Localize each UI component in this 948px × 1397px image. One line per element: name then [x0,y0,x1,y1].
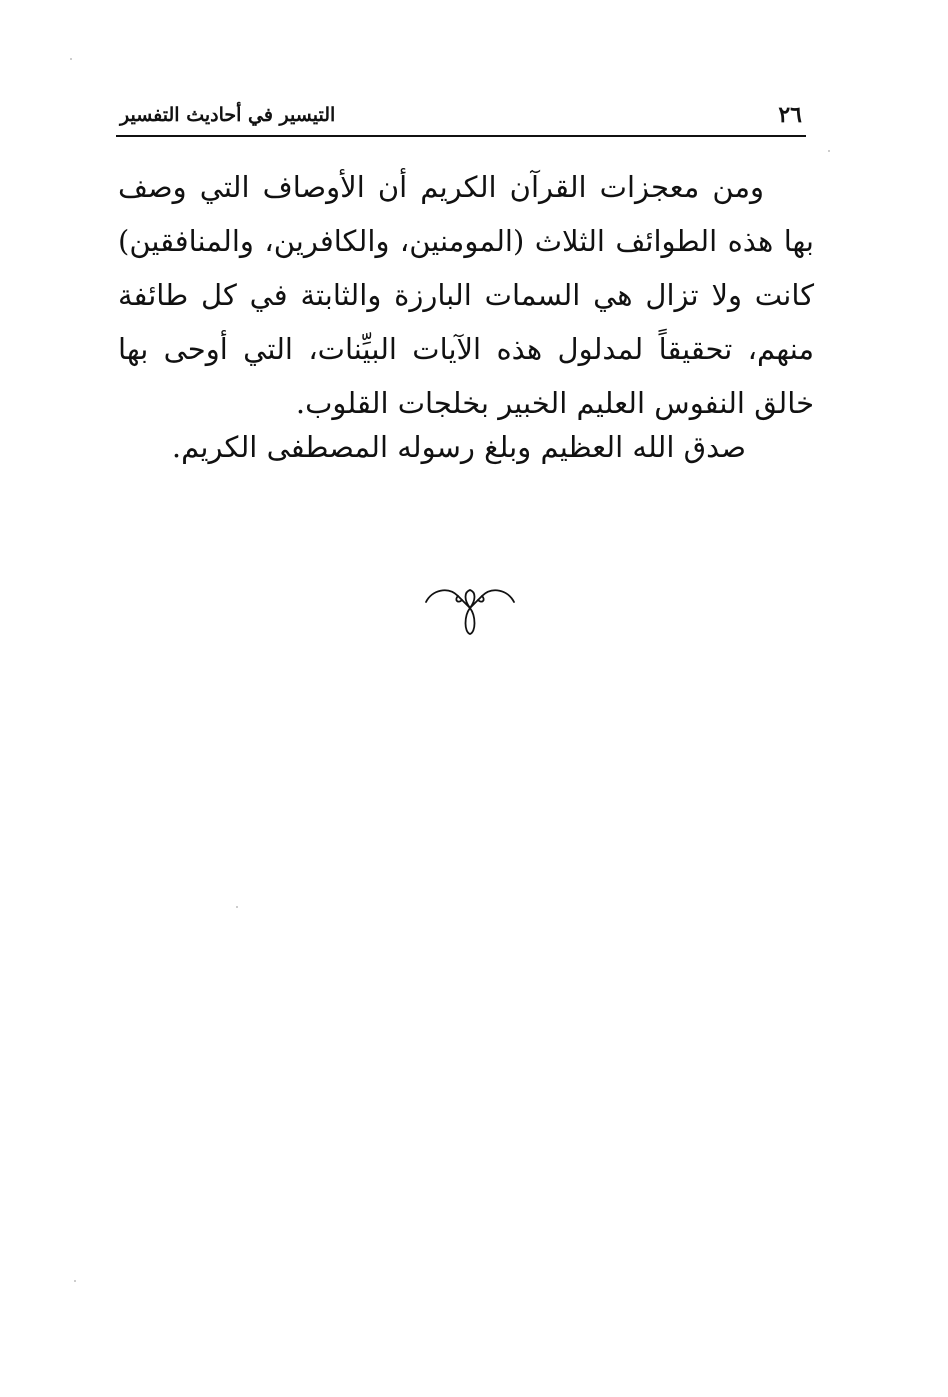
main-text [118,160,814,430]
page-number: ٢٦ [778,102,802,128]
header-divider [116,135,806,137]
scan-speck [70,58,72,60]
book-title: التيسير في أحاديث التفسير [120,104,336,126]
body-paragraph: ومن معجزات القرآن الكريم أن الأوصاف التي وصف بها هذه الطوائف الثلاث (المومنين، والكافرين، والمنافقين) كانت ولا تزال هي السمات البارزة والثابتة في كل طائفة منهم، تحقيقاً لمدلول هذه الآيات البيِّنات، التي أوحى بها خالق النفوس العليم الخبير بخلجات القلوب. [118,170,814,420]
scan-speck [828,150,830,152]
decorative-flourish-icon [424,582,516,640]
closing-line: صدق الله العظيم وبلغ رسوله المصطفى الكريم. [171,430,746,464]
scan-speck [74,1280,76,1282]
scan-speck [236,906,238,908]
running-header [116,94,806,136]
